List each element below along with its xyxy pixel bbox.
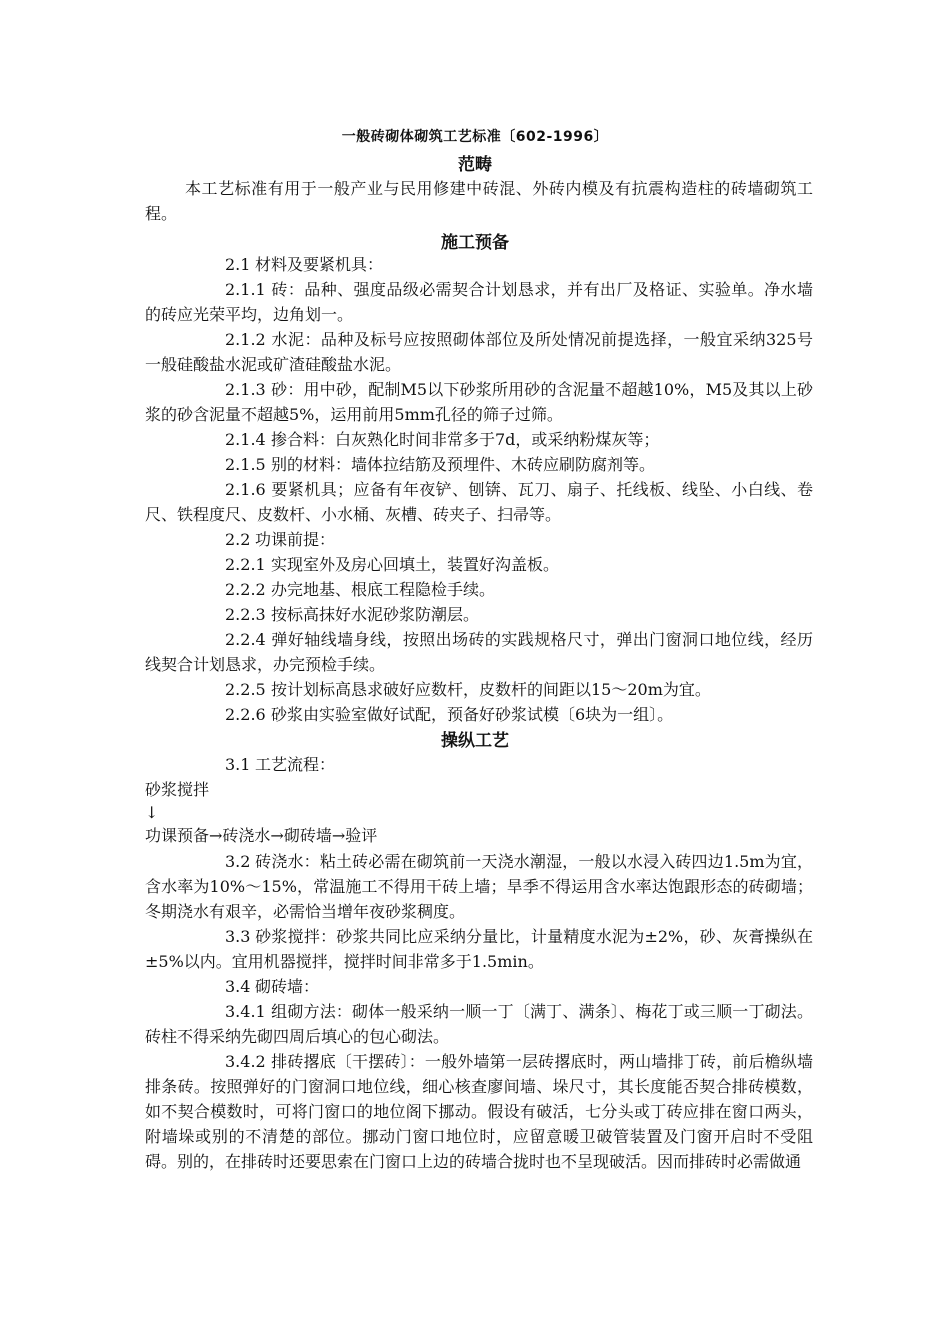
list-item: 3.4.2 排砖撂底〔干摆砖〕：一般外墙第一层砖撂底时，两山墙排丁砖，前后檐纵墙排条砖。按照弹好的门窗洞口地位线，细心核查廖间墙、垛尺寸，其长度能否契合排砖模数，如不契合模数时，可将门窗口的地位阁下挪动。假设有破活，七分头或丁砖应排在窗口两头，附墙垛或别的不清楚的部位。挪动门窗口地位时，应留意暖卫破管装置及门窗开启时不受阻碍。别的，在排砖时还要思索在门窗口上边的砖墙合拢时也不呈现破活。因而排砖时必需做通 [145,1052,813,1171]
list-item: 2.1 材料及要紧机具： [225,255,384,274]
flow-step-mortar: 砂浆搅拌 [145,780,210,799]
list-item: 2.1.5 别的材料：墙体拉结筋及预埋件、木砖应刷防腐剂等。 [225,455,656,474]
list-item: 2.1.4 掺合料：白灰熟化时间非常多于7d，或采纳粉煤灰等； [225,430,660,449]
list-item: 2.1.3 砂：用中砂，配制M5以下砂浆所用砂的含泥量不超越10%，M5及其以上砂浆的砂含泥量不超越5%，运用前用5mm孔径的筛子过筛。 [145,380,813,424]
flow-main-sequence: 功课预备→砖浇水→砌砖墙→验评 [145,826,378,845]
list-item: 2.2.4 弹好轴线墙身线，按照出场砖的实践规格尺寸，弹出门窗洞口地位线，经历线契合计划恳求，办完预检手续。 [145,630,813,674]
list-item: 3.3 砂浆搅拌：砂浆共同比应采纳分量比，计量精度水泥为±2%，砂、灰膏操纵在±5%以内。宜用机器搅拌，搅拌时间非常多于1.5min。 [145,927,813,971]
section-heading-operation: 操纵工艺 [441,731,509,751]
list-item: 2.2.1 实现室外及房心回填土，装置好沟盖板。 [225,555,560,574]
flow-label: 3.1 工艺流程： [225,755,336,774]
list-item: 2.2.5 按计划标高恳求破好应数杆，皮数杆的间距以15～20m为宜。 [225,680,711,699]
section-heading-scope: 范畴 [458,155,492,175]
section-heading-preparation: 施工预备 [441,233,509,253]
list-item: 2.2 功课前提： [225,530,336,549]
list-item: 3.4.1 组砌方法：砌体一般采纳一顺一丁〔满丁、满条〕、梅花丁或三顺一丁砌法。砖柱不得采纳先砌四周后填心的包心砌法。 [145,1002,813,1046]
list-item: 3.2 砖浇水：粘土砖必需在砌筑前一天浇水潮湿，一般以水浸入砖四边1.5m为宜，含水率为10%～15%，常温施工不得用干砖上墙；旱季不得运用含水率达饱跟形态的砖砌墙；冬期浇水有艰辛，必需恰当增年夜砂浆稠度。 [145,852,813,921]
list-item: 2.1.2 水泥：品种及标号应按照砌体部位及所处情况前提选择，一般宜采纳325号一般硅酸盐水泥或矿渣硅酸盐水泥。 [145,330,813,374]
list-item: 2.2.2 办完地基、根底工程隐检手续。 [225,580,496,599]
flow-arrow-down: ↓ [145,803,159,822]
scope-paragraph: 本工艺标准有用于一般产业与民用修建中砖混、外砖内模及有抗震构造柱的砖墙砌筑工程。 [145,179,813,223]
list-item: 2.1.1 砖：品种、强度品级必需契合计划恳求，并有出厂及格证、实验单。净水墙的砖应光荣平均，边角划一。 [145,280,813,324]
document-title: 一般砖砌体砌筑工艺标准〔602-1996〕 [341,129,609,145]
list-item: 2.2.3 按标高抹好水泥砂浆防潮层。 [225,605,480,624]
list-item: 2.2.6 砂浆由实验室做好试配，预备好砂浆试模〔6块为一组〕。 [225,705,674,724]
list-item: 3.4 砌砖墙： [225,977,320,996]
list-item: 2.1.6 要紧机具；应备有年夜铲、刨锛、瓦刀、扇子、托线板、线坠、小白线、卷尺、铁程度尺、皮数杆、小水桶、灰槽、砖夹子、扫帚等。 [145,480,813,524]
